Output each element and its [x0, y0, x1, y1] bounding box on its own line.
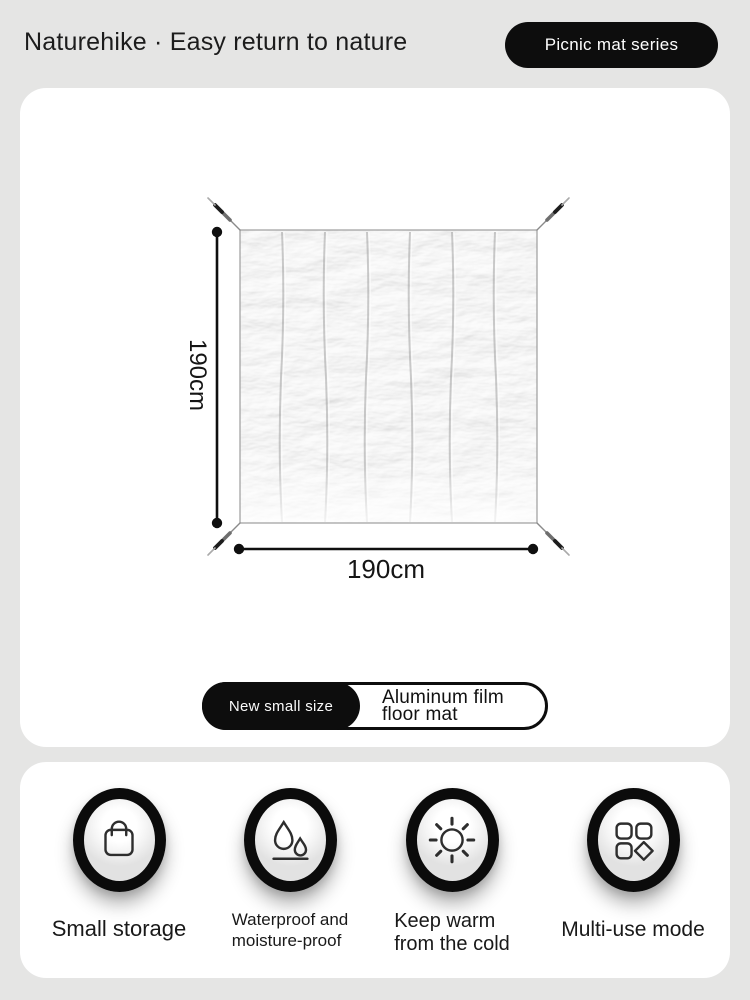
feature-label: Keep warm from the cold — [394, 910, 510, 955]
feature-badge — [73, 788, 166, 892]
feature-label: Waterproof and moisture-proof — [231, 910, 349, 950]
feature-badge — [587, 788, 680, 892]
water-drops-icon — [263, 813, 317, 867]
width-dimension-line — [234, 544, 538, 554]
features-card — [20, 762, 730, 978]
tent-stake-icon — [537, 523, 569, 555]
page-title: Naturehike · Easy return to nature — [24, 28, 408, 56]
height-dimension-label: 190cm — [184, 338, 211, 412]
series-badge — [505, 22, 718, 68]
feature-badge — [406, 788, 499, 892]
tent-stake-icon — [537, 198, 569, 230]
product-illustration — [175, 185, 575, 605]
foil-mat-image — [240, 230, 537, 523]
width-dimension-label: 190cm — [346, 554, 426, 584]
tent-stake-icon — [208, 198, 240, 230]
product-name — [360, 689, 504, 723]
feature-multi-use — [548, 788, 718, 942]
new-size-tag — [202, 682, 360, 730]
feature-small-storage — [34, 788, 204, 942]
sun-icon — [425, 813, 479, 867]
feature-keep-warm — [367, 788, 537, 955]
bag-icon — [92, 813, 146, 867]
product-name-line1: Aluminum film — [382, 687, 504, 708]
feature-badge — [244, 788, 337, 892]
new-size-tag-label: New small size — [228, 697, 334, 715]
height-dimension-line — [212, 227, 222, 528]
product-name-pill — [202, 682, 548, 730]
series-badge-label: Picnic mat series — [544, 35, 679, 54]
multi-shapes-icon — [606, 813, 660, 867]
feature-label: Small storage — [51, 916, 187, 941]
feature-waterproof — [205, 788, 375, 951]
product-name-line2: floor mat — [382, 704, 458, 725]
feature-label: Multi-use mode — [561, 918, 705, 941]
product-card — [20, 88, 730, 747]
